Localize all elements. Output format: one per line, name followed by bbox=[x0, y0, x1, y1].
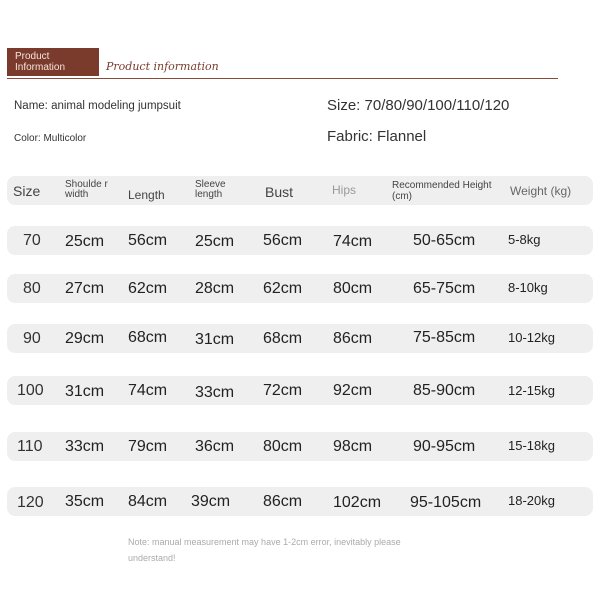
measurement-note: Note: manual measurement may have 1-2cm error, inevitably please understand! bbox=[128, 537, 401, 563]
cell-sleeve: 25cm bbox=[195, 233, 235, 250]
product-fabric: Fabric: Flannel bbox=[327, 128, 427, 145]
section-badge: Product Information bbox=[7, 48, 99, 76]
cell-length: 84cm bbox=[128, 493, 168, 510]
cell-sleeve: 28cm bbox=[195, 280, 235, 297]
product-sizes: Size: 70/80/90/100/110/120 bbox=[327, 97, 510, 114]
cell-size: 90 bbox=[23, 330, 41, 347]
cell-hips: 86cm bbox=[333, 330, 373, 347]
cell-bust: 68cm bbox=[263, 330, 303, 347]
cell-hips: 98cm bbox=[333, 438, 373, 455]
cell-bust: 62cm bbox=[263, 280, 303, 297]
cell-height: 50-65cm bbox=[413, 232, 476, 249]
cell-length: 74cm bbox=[128, 382, 168, 399]
header-divider bbox=[7, 78, 558, 79]
cell-length: 68cm bbox=[128, 329, 168, 346]
header-hips: Hips bbox=[332, 183, 357, 197]
header-size: Size bbox=[13, 183, 41, 199]
cell-size: 100 bbox=[17, 382, 44, 399]
table-row bbox=[7, 487, 593, 516]
table-row bbox=[7, 432, 593, 461]
cell-height: 85-90cm bbox=[413, 382, 476, 399]
cell-height: 90-95cm bbox=[413, 438, 476, 455]
cell-length: 62cm bbox=[128, 280, 168, 297]
cell-height: 75-85cm bbox=[413, 329, 476, 346]
cell-weight: 12-15kg bbox=[508, 383, 555, 398]
section-title: Product information bbox=[106, 60, 219, 73]
header-length: Length bbox=[128, 188, 165, 202]
header-sleeve-length: Sleeve length bbox=[195, 179, 226, 200]
table-row bbox=[7, 274, 593, 303]
table-row bbox=[7, 226, 593, 255]
cell-sleeve: 36cm bbox=[195, 438, 235, 455]
cell-hips: 102cm bbox=[333, 494, 382, 511]
cell-size: 110 bbox=[17, 438, 43, 455]
cell-height: 95-105cm bbox=[410, 494, 482, 511]
cell-size: 70 bbox=[23, 232, 41, 249]
cell-shoulder: 25cm bbox=[65, 233, 105, 250]
table-row bbox=[7, 324, 593, 353]
cell-shoulder: 29cm bbox=[65, 330, 105, 347]
cell-sleeve: 33cm bbox=[195, 384, 235, 401]
product-color: Color: Multicolor bbox=[14, 133, 87, 144]
cell-shoulder: 31cm bbox=[65, 383, 105, 400]
cell-hips: 80cm bbox=[333, 280, 373, 297]
cell-length: 56cm bbox=[128, 232, 168, 249]
header-shoulder-width: Shoulde r width bbox=[65, 179, 108, 200]
cell-weight: 18-20kg bbox=[508, 493, 555, 508]
cell-hips: 74cm bbox=[333, 233, 373, 250]
header-weight: Weight (kg) bbox=[510, 184, 572, 198]
cell-bust: 56cm bbox=[263, 232, 303, 249]
header-bust: Bust bbox=[265, 184, 294, 200]
cell-hips: 92cm bbox=[333, 382, 373, 399]
cell-bust: 86cm bbox=[263, 493, 303, 510]
cell-size: 120 bbox=[17, 494, 44, 511]
cell-weight: 8-10kg bbox=[508, 280, 548, 295]
cell-weight: 10-12kg bbox=[508, 330, 555, 345]
cell-shoulder: 33cm bbox=[65, 438, 105, 455]
cell-sleeve: 39cm bbox=[191, 493, 231, 510]
header-recommended-height: Recommended Height (cm) bbox=[392, 180, 492, 202]
cell-bust: 80cm bbox=[263, 438, 303, 455]
product-name: Name: animal modeling jumpsuit bbox=[14, 100, 181, 112]
cell-shoulder: 35cm bbox=[65, 493, 105, 510]
cell-weight: 15-18kg bbox=[508, 438, 555, 453]
table-header-row bbox=[7, 176, 593, 205]
table-row bbox=[7, 376, 593, 405]
cell-sleeve: 31cm bbox=[195, 331, 235, 348]
cell-length: 79cm bbox=[128, 438, 168, 455]
cell-height: 65-75cm bbox=[413, 280, 476, 297]
cell-shoulder: 27cm bbox=[65, 280, 105, 297]
cell-bust: 72cm bbox=[263, 382, 303, 399]
cell-weight: 5-8kg bbox=[508, 232, 541, 247]
cell-size: 80 bbox=[23, 280, 41, 297]
